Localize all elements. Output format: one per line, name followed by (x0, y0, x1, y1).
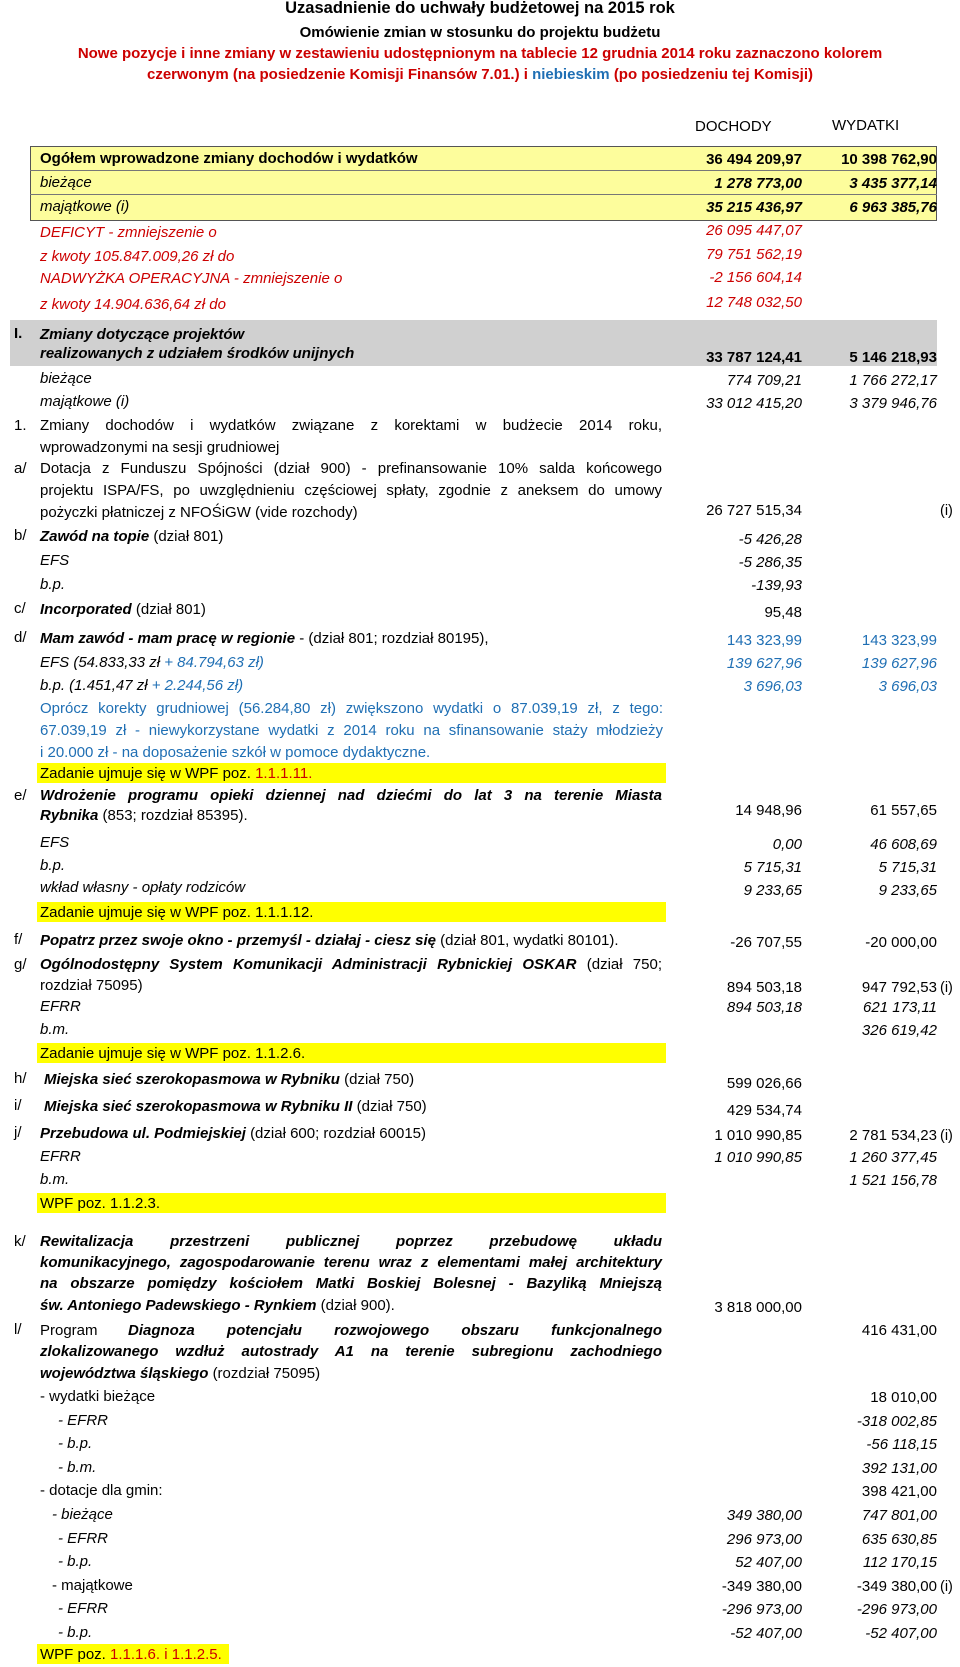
section-expense: 5 146 218,93 (849, 349, 937, 366)
breakdown-label: - b.m. (58, 1459, 97, 1476)
summary-current-expense: 3 435 377,14 (849, 175, 937, 192)
breakdown-expense: -52 407,00 (865, 1625, 937, 1642)
item-letter-g: g/ (14, 956, 27, 973)
project-classification: (dział 801) (135, 601, 206, 618)
item-c-title (40, 602, 206, 617)
item-e-efs-income: 0,00 (772, 836, 802, 853)
item-a-line-2: projektu ISPA/FS, po uwzględnieniu częściowej spłaty, zgodnie z aneksem do umowy (40, 482, 662, 499)
capital-mark: (i) (940, 980, 953, 996)
item-g-wpf-note: Zadanie ujmuje się w WPF poz. 1.1.2.6. (40, 1045, 306, 1062)
deficit-value: 26 095 447,07 (706, 222, 802, 239)
project-name: Miejska sieć szerokopasmowa w Rybniku (44, 1071, 340, 1088)
item-d-efs-label (40, 655, 264, 670)
item-d-income: 143 323,99 (726, 632, 802, 649)
item-k-line-1: Rewitalizacja przestrzeni publicznej poprzez przebudowę układu (40, 1233, 662, 1250)
section-current-income: 774 709,21 (726, 372, 802, 389)
summary-current-income: 1 278 773,00 (714, 175, 802, 192)
item-g-line-1 (40, 954, 662, 976)
item-e-line-1: Wdrożenie programu opieki dziennej nad dziećmi do lat 3 na terenie Miasta (40, 787, 662, 804)
section-title-line-2: realizowanych z udziałem środków unijnych (40, 345, 355, 362)
summary-current-label: bieżące (40, 174, 92, 191)
project-name: Ogólnodostępny System Komunikacji Administracji Rybnickiej OSKAR (40, 956, 577, 973)
project-name: Przebudowa ul. Podmiejskiej (40, 1125, 246, 1142)
item-description-line-1: Zmiany dochodów i wydatków związane z korektami w budżecie 2014 roku, (40, 417, 662, 434)
item-d-efs-income: 139 627,96 (726, 655, 802, 672)
summary-capital-income: 35 215 436,97 (706, 199, 802, 216)
item-letter-b: b/ (14, 527, 27, 544)
breakdown-expense: 392 131,00 (861, 1460, 937, 1477)
wpf-position: 1.1.1.11. (255, 765, 313, 782)
section-number: I. (14, 325, 23, 342)
page-subtitle: Omówienie zmian w stosunku do projektu budżetu (299, 24, 661, 41)
item-e-own-expense: 9 233,65 (878, 882, 937, 899)
item-j-title (40, 1126, 426, 1141)
item-letter-d: d/ (14, 629, 27, 646)
breakdown-label: - b.p. (58, 1435, 93, 1452)
item-g-line-2: rozdział 75095) (40, 977, 143, 994)
capital-mark: (i) (940, 1128, 953, 1144)
breakdown-label: - bieżące (52, 1506, 113, 1523)
project-name: św. Antoniego Padewskiego - Rynkiem (40, 1297, 317, 1314)
blue-note-text: niebieskim (532, 66, 610, 83)
item-g-efrr-label: EFRR (40, 998, 81, 1015)
item-c-income: 95,48 (764, 604, 802, 621)
item-d-expense: 143 323,99 (861, 632, 937, 649)
project-classification: (dział 801) (153, 528, 224, 545)
breakdown-label: - EFRR (58, 1412, 108, 1429)
wpf-position: 1.1.1.6. i 1.1.2.5. (110, 1646, 222, 1663)
item-g-bm-expense: 326 619,42 (861, 1022, 937, 1039)
breakdown-expense: 398 421,00 (861, 1483, 937, 1500)
item-a-income: 26 727 515,34 (706, 502, 802, 519)
item-description-line-2: wprowadzonymi na sesji grudniowej (40, 439, 280, 456)
item-j-efrr-expense: 1 260 377,45 (849, 1149, 937, 1166)
item-i-income: 429 534,74 (726, 1102, 802, 1119)
item-h-title (44, 1072, 414, 1087)
project-classification: (dział 600; rozdział 60015) (250, 1125, 426, 1142)
project-name: Mam zawód - mam pracę w regionie (40, 630, 296, 647)
breakdown-label: - wydatki bieżące (40, 1388, 156, 1405)
summary-total-income: 36 494 209,97 (706, 151, 802, 168)
project-classification: (dział 801, wydatki 80101). (440, 932, 619, 949)
breakdown-expense: -296 973,00 (856, 1601, 937, 1618)
item-e-own-label: wkład własny - opłaty rodziców (40, 879, 246, 896)
item-j-bm-label: b.m. (40, 1171, 70, 1188)
summary-divider (30, 170, 937, 171)
item-d-efs-expense: 139 627,96 (861, 655, 937, 672)
funding-label: EFS (54.833,33 zł (40, 654, 161, 671)
item-j-income: 1 010 990,85 (714, 1127, 802, 1144)
breakdown-income: -52 407,00 (730, 1625, 802, 1642)
item-e-income: 14 948,96 (735, 802, 802, 819)
item-letter-a: a/ (14, 460, 27, 477)
breakdown-expense: 635 630,85 (861, 1531, 937, 1548)
item-number: 1. (14, 417, 27, 434)
expense-column-header: WYDATKI (832, 117, 900, 134)
capital-mark: (i) (940, 1579, 953, 1595)
item-f-expense: -20 000,00 (865, 934, 937, 951)
summary-total-expense: 10 398 762,90 (841, 151, 937, 168)
item-e-efs-label: EFS (40, 834, 70, 851)
summary-capital-expense: 6 963 385,76 (849, 199, 937, 216)
project-classification: (rozdział 75095) (212, 1365, 321, 1382)
capital-mark: (i) (940, 503, 953, 519)
breakdown-income: -296 973,00 (721, 1601, 802, 1618)
breakdown-income: 349 380,00 (726, 1507, 802, 1524)
item-d-note-line-2: 67.039,19 zł - niewykorzystane wydatki z 2014 roku na sfinansowanie staży młodzieży (40, 722, 663, 739)
item-letter-l: l/ (14, 1321, 22, 1338)
breakdown-label: - EFRR (58, 1530, 108, 1547)
item-g-bm-label: b.m. (40, 1021, 70, 1038)
item-l-line-2: zlokalizowanego wzdłuż autostrady A1 na terenie subregionu zachodniego (40, 1343, 662, 1360)
item-j-wpf-note: WPF poz. 1.1.2.3. (40, 1195, 161, 1212)
project-classification: (dział 750; (586, 956, 662, 973)
item-g-efrr-expense: 621 173,11 (863, 999, 937, 1016)
item-a-line-3: pożyczki płatniczej z NFOŚiGW (vide rozchody) (40, 504, 358, 521)
item-e-expense: 61 557,65 (870, 802, 937, 819)
item-d-wpf-note (40, 766, 312, 781)
item-letter-j: j/ (14, 1124, 22, 1141)
project-name: Miejska sieć szerokopasmowa w Rybniku II (44, 1098, 353, 1115)
wpf-text: Zadanie ujmuje się w WPF poz. (40, 765, 251, 782)
item-b-bp-label: b.p. (40, 576, 66, 593)
operating-surplus-value: -2 156 604,14 (709, 269, 802, 286)
item-d-note-line-1: Oprócz korekty grudniowej (56.284,80 zł) zwiększono wydatki o 87.039,19 zł, z tego: (40, 700, 663, 717)
breakdown-expense: 18 010,00 (870, 1389, 937, 1406)
item-k-line-3: na obszarze pomiędzy kościołem Matki Boskiej Bolesnej - Bazyliką Mniejszą (40, 1275, 662, 1292)
project-classification: (dział 900). (320, 1297, 395, 1314)
item-b-efs-label: EFS (40, 552, 70, 569)
section-capital-expense: 3 379 946,76 (849, 395, 937, 412)
item-letter-i: i/ (14, 1097, 22, 1114)
note-conjunction: i (523, 66, 528, 83)
operating-surplus-from-label: z kwoty 14.904.636,64 zł do (40, 296, 226, 313)
color-note-line-2 (0, 67, 960, 82)
item-b-efs-income: -5 286,35 (738, 554, 802, 571)
item-d-title (40, 631, 489, 646)
note-tail: (po posiedzeniu tej Komisji) (613, 66, 813, 83)
operating-surplus-label: NADWYŻKA OPERACYJNA - zmniejszenie o (40, 270, 343, 287)
breakdown-label: - majątkowe (52, 1577, 133, 1594)
item-letter-e: e/ (14, 787, 27, 804)
section-income: 33 787 124,41 (706, 349, 802, 366)
funding-increase: + 84.794,63 zł) (164, 654, 264, 671)
section-capital-label: majątkowe (i) (40, 393, 130, 410)
item-b-income: -5 426,28 (738, 531, 802, 548)
item-b-bp-income: -139,93 (751, 577, 802, 594)
item-d-bp-expense: 3 696,03 (878, 678, 937, 695)
item-l-program-word: Program (40, 1322, 98, 1339)
project-name: Incorporated (40, 601, 132, 618)
item-h-income: 599 026,66 (726, 1075, 802, 1092)
item-e-line-2 (40, 808, 248, 823)
project-name: Zawód na topie (40, 528, 150, 545)
item-f-title (40, 933, 619, 948)
page-title: Uzasadnienie do uchwały budżetowej na 2015 rok (285, 0, 675, 17)
summary-capital-label: majątkowe (i) (40, 198, 130, 215)
project-name: Popatrz przez swoje okno - przemyśl - działaj - ciesz się (40, 932, 436, 949)
section-title-line-1: Zmiany dotyczące projektów (40, 326, 245, 343)
item-g-expense: 947 792,53 (861, 979, 937, 996)
deficit-label: DEFICYT - zmniejszenie o (40, 224, 217, 241)
breakdown-expense: 112 170,15 (863, 1554, 937, 1571)
item-l-expense: 416 431,00 (861, 1322, 937, 1339)
item-letter-k: k/ (14, 1233, 26, 1250)
project-classification: - (dział 801; rozdział 80195), (299, 630, 489, 647)
breakdown-label: - dotacje dla gmin: (40, 1482, 163, 1499)
funding-label: b.p. (1.451,47 zł (40, 677, 148, 694)
project-classification: (853; rozdział 85395). (102, 807, 248, 824)
project-classification: (dział 750) (344, 1071, 415, 1088)
item-e-bp-label: b.p. (40, 857, 66, 874)
project-classification: (dział 750) (356, 1098, 427, 1115)
item-d-bp-income: 3 696,03 (743, 678, 802, 695)
red-note-text: czerwonym (na posiedzenie Komisji Finansów 7.01.) (146, 66, 520, 83)
item-d-note-line-3: i 20.000 zł - na doposażenie szkół w pomoce dydaktyczne. (40, 744, 431, 761)
deficit-from-label: z kwoty 105.847.009,26 zł do (40, 248, 235, 265)
income-column-header: DOCHODY (695, 118, 772, 135)
item-e-own-income: 9 233,65 (743, 882, 802, 899)
section-current-expense: 1 766 272,17 (849, 372, 937, 389)
item-a-line-1: Dotacja z Funduszu Spójności (dział 900) - prefinansowanie 10% salda końcowego (40, 460, 662, 477)
breakdown-expense: -318 002,85 (856, 1413, 937, 1430)
project-name: Rybnika (40, 807, 99, 824)
breakdown-label: - EFRR (58, 1600, 108, 1617)
breakdown-income: 52 407,00 (735, 1554, 802, 1571)
deficit-to-value: 79 751 562,19 (706, 246, 802, 263)
item-j-bm-expense: 1 521 156,78 (849, 1172, 937, 1189)
item-k-line-2: komunikacyjnego, zagospodarowanie terenu wraz z elementami małej architektury (40, 1254, 662, 1271)
breakdown-expense: -349 380,00 (856, 1578, 937, 1595)
item-e-bp-income: 5 715,31 (743, 859, 802, 876)
breakdown-expense: 747 801,00 (861, 1507, 937, 1524)
wpf-text: WPF poz. (40, 1646, 106, 1663)
item-letter-c: c/ (14, 600, 26, 617)
breakdown-income: -349 380,00 (721, 1578, 802, 1595)
breakdown-expense: -56 118,15 (866, 1436, 937, 1453)
item-letter-h: h/ (14, 1070, 27, 1087)
item-g-efrr-income: 894 503,18 (726, 999, 802, 1016)
item-d-bp-label (40, 678, 243, 693)
section-capital-income: 33 012 415,20 (706, 395, 802, 412)
item-i-title (44, 1099, 427, 1114)
item-k-line-4 (40, 1298, 395, 1313)
item-j-efrr-income: 1 010 990,85 (714, 1149, 802, 1166)
item-k-income: 3 818 000,00 (714, 1299, 802, 1316)
breakdown-label: - b.p. (58, 1624, 93, 1641)
color-note-line-1: Nowe pozycje i inne zmiany w zestawieniu udostępnionym na tablecie 12 grudnia 2014 roku zaznaczono kolorem (77, 45, 883, 62)
breakdown-income: 296 973,00 (726, 1531, 802, 1548)
summary-total-label: Ogółem wprowadzone zmiany dochodów i wydatków (40, 150, 418, 167)
item-e-wpf-note: Zadanie ujmuje się w WPF poz. 1.1.1.12. (40, 904, 314, 921)
operating-surplus-to-value: 12 748 032,50 (706, 294, 802, 311)
item-l-line-3 (40, 1366, 320, 1381)
item-g-income: 894 503,18 (726, 979, 802, 996)
breakdown-label: - b.p. (58, 1553, 93, 1570)
item-l-wpf-note (40, 1647, 222, 1662)
item-j-expense: 2 781 534,23 (849, 1127, 937, 1144)
funding-increase: + 2.244,56 zł) (151, 677, 244, 694)
project-name: województwa śląskiego (40, 1365, 209, 1382)
item-b-title (40, 529, 223, 544)
item-j-efrr-label: EFRR (40, 1148, 81, 1165)
item-f-income: -26 707,55 (730, 934, 802, 951)
item-letter-f: f/ (14, 931, 23, 948)
item-l-line-1: Diagnoza potencjału rozwojowego obszaru funkcjonalnego (128, 1322, 662, 1339)
item-e-efs-expense: 46 608,69 (870, 836, 937, 853)
summary-divider (30, 194, 937, 195)
item-e-bp-expense: 5 715,31 (878, 859, 937, 876)
section-current-label: bieżące (40, 370, 92, 387)
